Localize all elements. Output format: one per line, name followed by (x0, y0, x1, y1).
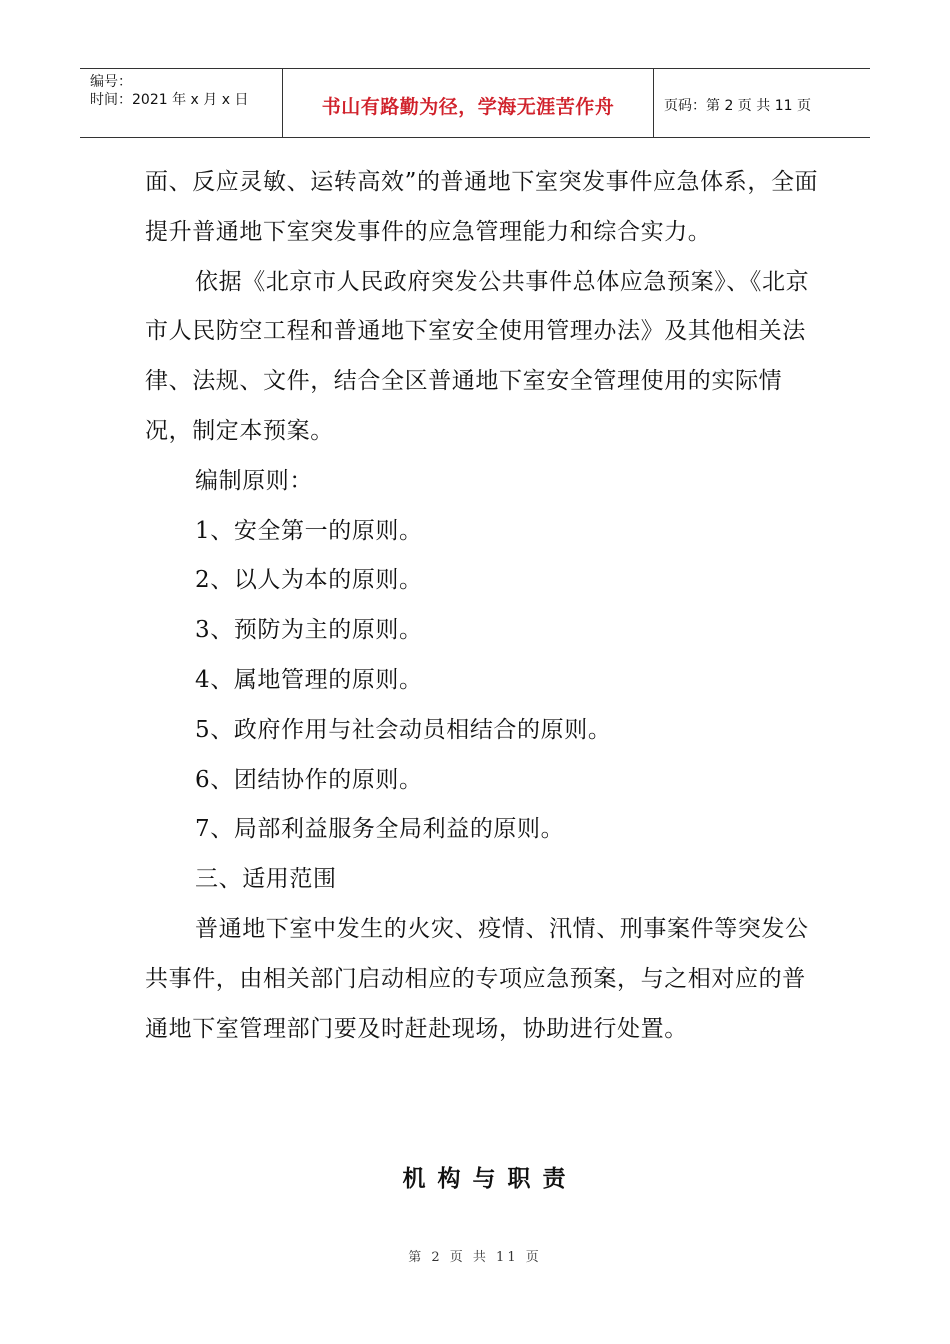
page-header (80, 68, 870, 138)
principle-item: 7、局部利益服务全局利益的原则。 (195, 816, 565, 843)
page-footer: 第 2 页 共 11 页 (408, 1250, 542, 1265)
document-body (145, 158, 825, 1054)
paragraph-continuation: 面、反应灵敏、运转高效”的普通地下室突发事件应急体系，全面提升普通地下室突发事件的应急管理能力和综合实力。 (145, 169, 819, 245)
principle-item: 1、安全第一的原则。 (195, 517, 423, 544)
header-page-info: 页码：第 2 页 共 11 页 (664, 98, 811, 114)
scope-title: 三、适用范围 (195, 866, 337, 893)
principle-item: 5、政府作用与社会动员相结合的原则。 (195, 716, 612, 743)
header-motto-cell (282, 69, 654, 137)
scope-paragraph: 普通地下室中发生的火灾、疫情、汛情、刑事案件等突发公共事件，由相关部门启动相应的专项应急预案，与之相对应的普通地下室管理部门要及时赶赴现场，协助进行处置。 (145, 915, 809, 1042)
document-number-label: 编号： (90, 74, 132, 90)
principle-item: 4、属地管理的原则。 (195, 666, 423, 693)
paragraph-basis: 依据《北京市人民政府突发公共事件总体应急预案》、《北京市人民防空工程和普通地下室安全使用管理办法》及其他相关法律、法规、文件，结合全区普通地下室安全管理使用的实际情况，制定本预案。 (145, 268, 810, 444)
principle-item: 6、团结协作的原则。 (195, 766, 423, 793)
section-heading: 机构与职责 (402, 1166, 578, 1192)
header-motto: 书山有路勤为径，学海无涯苦作舟 (321, 95, 615, 118)
document-date-label: 时间：2021 年 x 月 x 日 (90, 92, 249, 108)
principle-item: 3、预防为主的原则。 (195, 617, 423, 644)
principles-title: 编制原则： (195, 467, 313, 494)
header-meta (80, 69, 282, 137)
principle-item: 2、以人为本的原则。 (195, 567, 423, 594)
